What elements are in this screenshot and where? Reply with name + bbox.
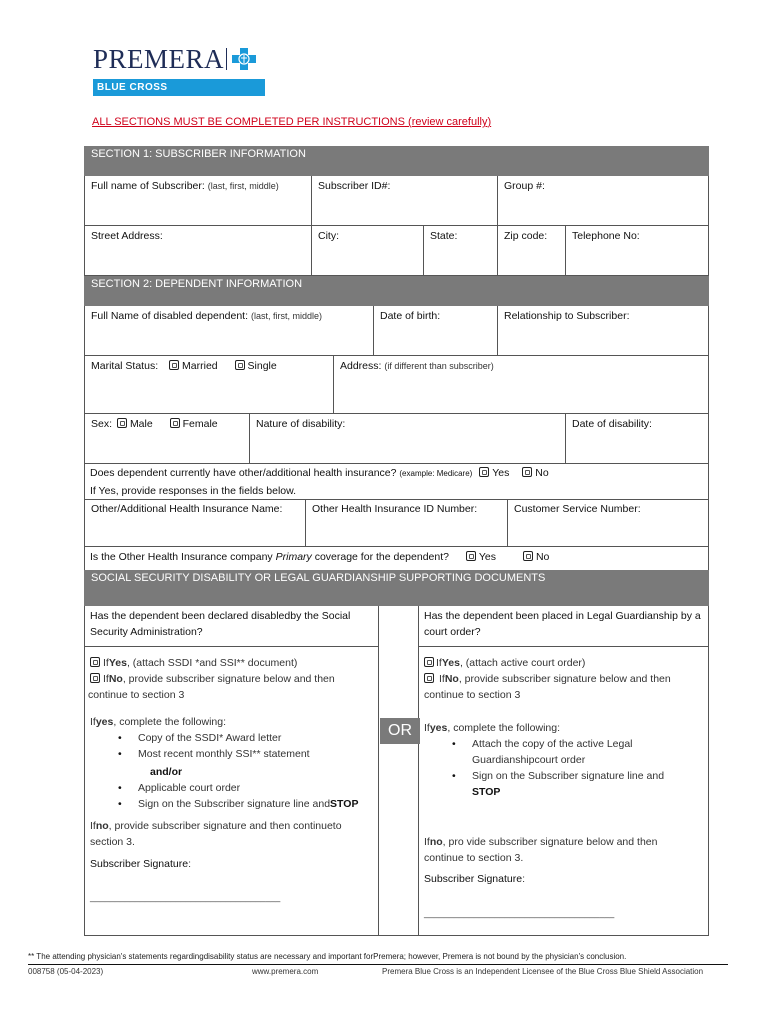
ssa-andor: and/or [150, 766, 183, 778]
female-label: Female [182, 418, 218, 430]
female-checkbox[interactable] [170, 418, 180, 428]
guardianship-bullet-court-order: • Attach the copy of the active Legal Guardianshipcourt order [424, 736, 684, 768]
guardianship-document-list [424, 736, 684, 800]
other-insurance-question-text: Does dependent currently have other/additional health insurance? [90, 467, 397, 479]
dependent-name-label: Full Name of disabled dependent: [91, 310, 249, 322]
guardianship-yes-if: If [436, 657, 442, 669]
guardianship-if-no [424, 834, 696, 866]
premera-logo [93, 44, 265, 96]
guardianship-stop: STOP [472, 786, 501, 798]
primary-yes-checkbox[interactable] [466, 551, 476, 561]
other-insurance-name-label: Other/Additional Health Insurance Name: [91, 503, 283, 515]
ssa-signature-label [90, 856, 191, 872]
guardianship-if-no-rest: , pro vide subscriber signature below and then continue to section 3. [424, 836, 658, 864]
warning-main: ALL SECTIONS MUST BE COMPLETED PER INSTRUCTIONS [92, 116, 405, 128]
ssa-if-no-rest: , provide subscriber signature and then continueto section 3. [90, 820, 342, 848]
guardianship-signature-text: Subscriber Signature [424, 873, 523, 885]
customer-service-field[interactable] [508, 499, 709, 547]
warning-review: review carefully [411, 116, 488, 128]
dependent-address-field[interactable] [334, 356, 709, 414]
ssa-question: Has the dependent been declared disabledby the Social Security Administration? [90, 610, 351, 638]
ssa-yes-option [88, 655, 374, 671]
nature-of-disability-field[interactable] [250, 414, 566, 464]
marital-status-field [84, 356, 334, 414]
ssa-complete-if: If [90, 716, 96, 728]
other-insurance-yes-checkbox[interactable] [479, 467, 489, 477]
guardianship-if-no-word: no [429, 836, 443, 848]
guardianship-yes-option [424, 655, 706, 671]
ssa-signature-colon: : [188, 858, 191, 870]
ssa-no-rest: , provide subscriber signature below and then continue to section 3 [88, 673, 335, 701]
ssa-document-list [90, 730, 376, 762]
section3-right-divider [418, 606, 419, 936]
section3-question-rule-left [84, 646, 378, 647]
date-of-disability-label: Date of disability: [572, 418, 652, 430]
logo-divider [226, 48, 227, 70]
telephone-field[interactable] [566, 226, 709, 276]
dependent-address-hint: (if different than subscriber) [384, 361, 494, 371]
sex-label: Sex: [91, 418, 113, 430]
ssa-yes-checkbox[interactable] [90, 657, 100, 667]
section1-header: SECTION 1: SUBSCRIBER INFORMATION [84, 146, 709, 176]
dependent-dob-label: Date of birth: [380, 310, 441, 322]
other-insurance-id-label: Other Health Insurance ID Number: [312, 503, 478, 515]
state-field[interactable] [424, 226, 498, 276]
street-address-field[interactable] [84, 226, 312, 276]
dependent-name-field[interactable] [84, 306, 374, 356]
ssa-no-word: No [108, 673, 123, 685]
logo-wordmark: PREMERA [93, 44, 225, 74]
male-checkbox[interactable] [117, 418, 127, 428]
website-link[interactable]: www.premera.com [252, 967, 319, 976]
ssa-if-no-word: no [95, 820, 109, 832]
ssa-bullet-ssi-statement: • Most recent monthly SSI** statement [90, 746, 376, 762]
guardianship-no-checkbox[interactable] [424, 673, 434, 683]
dependent-address-label: Address: [340, 360, 382, 372]
other-insurance-yes-label: Yes [492, 467, 510, 479]
guardianship-complete-rest: , complete the following: [447, 722, 561, 734]
sex-field [84, 414, 250, 464]
date-of-disability-field[interactable] [566, 414, 709, 464]
guardianship-bullet-sign [424, 768, 684, 800]
ssa-complete-rest: , complete the following: [113, 716, 227, 728]
primary-question-post: coverage for the dependent? [311, 551, 449, 563]
subscriber-id-label: Subscriber ID#: [318, 180, 391, 192]
guardianship-no-word: No [444, 673, 459, 685]
married-label: Married [182, 360, 218, 372]
footer-rule [28, 964, 728, 965]
nature-of-disability-label: Nature of disability: [256, 418, 346, 430]
guardianship-if-no-if: If [424, 836, 430, 848]
primary-question-em: Primary [275, 551, 312, 563]
other-insurance-no-label: No [535, 467, 549, 479]
ssa-document-list-2 [90, 780, 376, 812]
city-label: City: [318, 230, 339, 242]
ssa-if-no-if: If [90, 820, 96, 832]
customer-service-label: Customer Service Number: [514, 503, 641, 515]
guardianship-signature-colon: : [522, 873, 525, 885]
other-insurance-id-field[interactable] [306, 499, 508, 547]
marital-status-label: Marital Status: [91, 360, 159, 372]
ssa-signature-line[interactable]: ______________________________________ [90, 892, 281, 902]
street-address-label: Street Address: [91, 230, 163, 242]
married-checkbox[interactable] [169, 360, 179, 370]
ssa-bullet-sign [90, 796, 376, 812]
group-number-label: Group #: [504, 180, 545, 192]
guardianship-yes-checkbox[interactable] [424, 657, 434, 667]
primary-no-label: No [535, 551, 550, 563]
ssa-bullet-court-order: • Applicable court order [90, 780, 376, 796]
primary-yes-label: Yes [478, 551, 497, 563]
primary-question-pre: Is the Other Health Insurance company [90, 551, 276, 563]
guardianship-yes-word: Yes [441, 657, 460, 669]
primary-no-checkbox[interactable] [523, 551, 533, 561]
instructions-warning [92, 116, 491, 128]
guardianship-complete-yes: yes [429, 722, 448, 734]
other-insurance-no-checkbox[interactable] [522, 467, 532, 477]
guardianship-no-if: If [439, 673, 445, 685]
blue-cross-icon [232, 48, 256, 70]
guardianship-signature-label [424, 871, 525, 887]
section3-left-divider [378, 606, 379, 936]
relationship-field[interactable] [498, 306, 709, 356]
primary-coverage-question [90, 549, 705, 565]
other-insurance-example: (example: Medicare) [399, 469, 473, 478]
or-divider-label: OR [380, 718, 420, 744]
ssa-yes-rest: , (attach SSDI *and SSI** document) [126, 657, 298, 669]
single-label: Single [247, 360, 277, 372]
logo-band: BLUE CROSS [93, 79, 265, 96]
single-checkbox[interactable] [235, 360, 245, 370]
ssa-no-if: If [103, 673, 109, 685]
subscriber-name-hint: (last, first, middle) [207, 181, 279, 191]
ssa-no-checkbox[interactable] [90, 673, 100, 683]
male-label: Male [129, 418, 153, 430]
section3-question-rule-right [418, 646, 709, 647]
ssa-bullet-award-letter: • Copy of the SSDI* Award letter [90, 730, 376, 746]
subscriber-id-field[interactable] [312, 176, 498, 226]
group-number-field[interactable] [498, 176, 709, 226]
guardianship-complete-if: If [424, 722, 430, 734]
guardianship-signature-line[interactable]: ______________________________________ [424, 908, 615, 918]
section2-header: SECTION 2: DEPENDENT INFORMATION [84, 276, 709, 306]
ssa-complete-instructions [90, 714, 376, 730]
warning-close: ) [487, 116, 492, 128]
city-field[interactable] [312, 226, 424, 276]
ssa-complete-yes: yes [95, 716, 114, 728]
other-insurance-question [90, 465, 705, 482]
guardianship-yes-rest: , (attach active court order) [459, 657, 586, 669]
zip-code-field[interactable] [498, 226, 566, 276]
ssa-bullet-sign-text: Sign on the Subscriber signature line and [138, 798, 331, 810]
physician-statement-note: ** The attending physician's statements regardingdisability status are necessary and important forPremera; however, Premera is not bound by the physician's conclusion. [28, 952, 627, 961]
relationship-label: Relationship to Subscriber: [504, 310, 630, 322]
ssa-yes-word: Yes [108, 657, 127, 669]
if-yes-note: If Yes, provide responses in the fields below. [90, 485, 297, 497]
warning-open: ( [404, 116, 412, 128]
state-label: State: [430, 230, 458, 242]
ssa-signature-text: Subscriber Signature [90, 858, 189, 870]
section3-header: SOCIAL SECURITY DISABILITY OR LEGAL GUARDIANSHIP SUPPORTING DOCUMENTS [84, 570, 709, 606]
ssa-no-option [88, 671, 374, 703]
licensee-statement: Premera Blue Cross is an Independent Licensee of the Blue Cross Blue Shield Association [382, 967, 704, 976]
ssa-stop: STOP [330, 798, 359, 810]
other-insurance-name-field[interactable] [84, 499, 306, 547]
dependent-name-hint: (last, first, middle) [250, 311, 322, 321]
guardianship-no-rest: , provide subscriber signature below and then continue to section 3 [424, 673, 671, 701]
dependent-dob-field[interactable] [374, 306, 498, 356]
guardianship-complete-instructions [424, 720, 706, 736]
ssa-yes-if: If [103, 657, 109, 669]
guardianship-no-option [424, 671, 706, 703]
guardianship-question: Has the dependent been placed in Legal Guardianship by a court order? [424, 610, 701, 638]
section3-bottom-rule [84, 935, 709, 936]
zip-code-label: Zip code: [504, 230, 548, 242]
form-code: 008758 (05-04-2023) [28, 967, 104, 976]
subscriber-name-label: Full name of Subscriber: [91, 180, 205, 192]
ssa-if-no [90, 818, 370, 850]
telephone-label: Telephone No: [572, 230, 640, 242]
subscriber-name-field[interactable] [84, 176, 312, 226]
guardianship-bullet-sign-text: Sign on the Subscriber signature line and [472, 770, 665, 782]
